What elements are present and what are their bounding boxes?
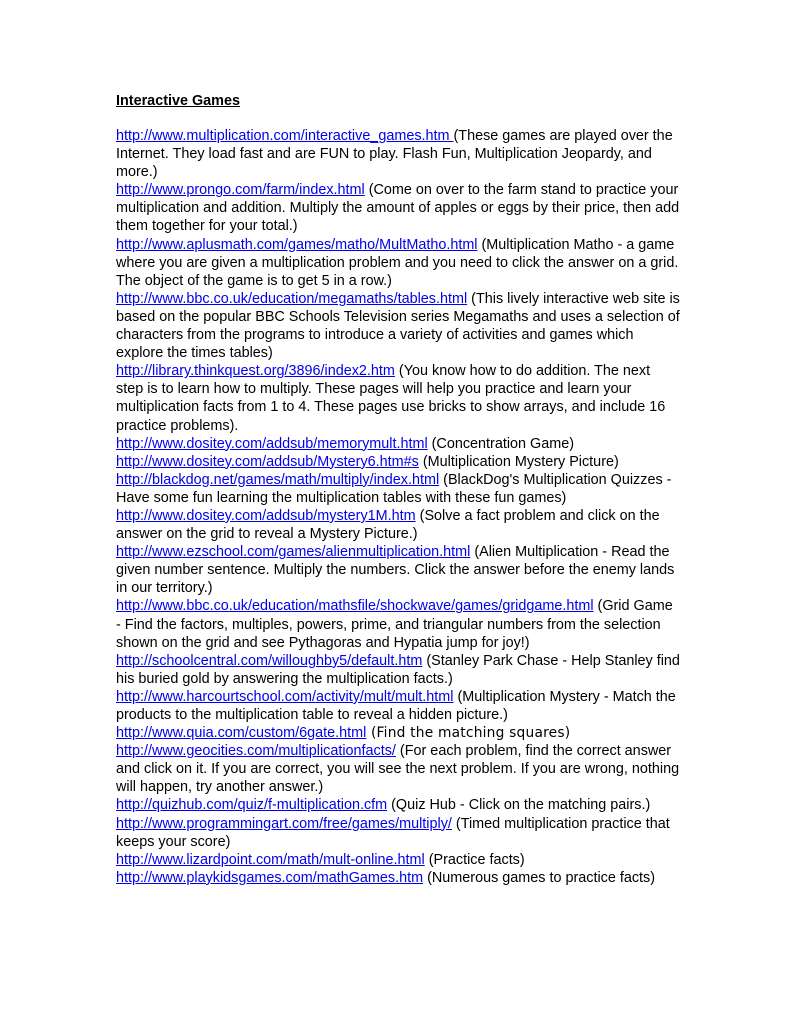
entry-link[interactable]: http://www.programmingart.com/free/games/multiply/ [116, 815, 452, 832]
entry-description: (Stanley Park Chase - Help Stanley find his buried gold by answering the multiplication facts.) [116, 652, 680, 687]
entry-10 [116, 597, 681, 651]
entry-description: (BlackDog's Multiplication Quizzes - Have some fun learning the multiplication tables with these fun games) [116, 471, 672, 506]
entry-link[interactable]: http://www.multiplication.com/interactive_games.htm [116, 128, 454, 144]
document-title: Interactive Games [116, 93, 240, 109]
entry-11 [116, 652, 681, 688]
entry-18 [116, 869, 681, 887]
entry-description: (For each problem, find the correct answer and click on it. If you are correct, you will see the next problem. If you are wrong, nothing will happen, try another answer.) [116, 743, 680, 796]
entry-link[interactable]: http://blackdog.net/games/math/multiply/index.html [116, 471, 440, 488]
entry-6 [116, 453, 681, 471]
entry-link[interactable]: http://www.lizardpoint.com/math/mult-online.html [116, 851, 425, 868]
entry-link[interactable]: http://www.bbc.co.uk/education/megamaths/tables.html [116, 290, 468, 307]
entry-link[interactable]: http://schoolcentral.com/willoughby5/default.htm [116, 652, 423, 669]
entry-description: (Find the matching squares) [366, 725, 571, 742]
entry-description: (Timed multiplication practice that keeps your score) [116, 815, 670, 850]
entry-link[interactable]: http://www.aplusmath.com/games/matho/MultMatho.html [116, 236, 478, 253]
entry-description: (Alien Multiplication - Read the given number sentence. Multiply the numbers. Click the answer before the enemy lands in our territory.) [116, 544, 675, 597]
entry-description: (These games are played over the Internet. They load fast and are FUN to play. Flash Fun, Multiplication Jeopardy, and more.) [116, 128, 673, 181]
entry-link[interactable]: http://www.bbc.co.uk/education/mathsfile/shockwave/games/gridgame.html [116, 598, 594, 615]
entry-list [116, 127, 681, 887]
entry-14 [116, 742, 681, 796]
entry-8 [116, 507, 681, 543]
document-page [116, 92, 681, 887]
entry-9 [116, 543, 681, 597]
entry-link[interactable]: http://www.dositey.com/addsub/memorymult.html [116, 435, 428, 452]
entry-link[interactable]: http://www.dositey.com/addsub/Mystery6.htm#s [116, 453, 419, 470]
entry-description: (Multiplication Mystery Picture) [418, 453, 619, 470]
entry-link[interactable]: http://www.ezschool.com/games/alienmultiplication.html [116, 544, 471, 561]
entry-description: (Multiplication Matho - a game where you are given a multiplication problem and you need to click the answer on a grid. The object of the game is to get 5 in a row.) [116, 236, 679, 289]
entry-3 [116, 290, 681, 362]
entry-link[interactable]: http://www.prongo.com/farm/index.html [116, 182, 365, 199]
entry-2 [116, 236, 681, 290]
entry-7 [116, 471, 681, 507]
entry-15 [116, 796, 681, 814]
entry-description: (Quiz Hub - Click on the matching pairs.) [387, 797, 651, 814]
entry-link[interactable]: http://www.dositey.com/addsub/mystery1M.htm [116, 507, 416, 524]
entry-description: (Multiplication Mystery - Match the products to the multiplication table to reveal a hidden picture.) [116, 688, 676, 723]
entry-5 [116, 435, 681, 453]
entry-link[interactable]: http://quizhub.com/quiz/f-multiplication.cfm [116, 797, 388, 814]
entry-description: (Grid Game - Find the factors, multiples, powers, prime, and triangular numbers from the selection shown on the grid and see Pythagoras and Hypatia jump for joy!) [116, 598, 673, 651]
entry-12 [116, 688, 681, 724]
entry-description: (This lively interactive web site is based on the popular BBC Schools Television series Megamaths and uses a selection of characters from the programs to introduce a variety of activities and games which explore the times tables) [116, 290, 680, 362]
entry-1 [116, 181, 681, 235]
entry-17 [116, 851, 681, 869]
entry-16 [116, 815, 681, 851]
entry-description: (Numerous games to practice facts) [423, 869, 656, 886]
entry-13 [116, 724, 681, 742]
entry-link[interactable]: http://www.quia.com/custom/6gate.html [116, 725, 367, 742]
entry-description: (Come on over to the farm stand to practice your multiplication and addition. Multiply the amount of apples or eggs by their price, then add them together for your total.) [116, 182, 680, 235]
entry-4 [116, 362, 681, 434]
entry-link[interactable]: http://www.geocities.com/multiplicationfacts/ [116, 743, 396, 760]
entry-description: (Solve a fact problem and click on the answer on the grid to reveal a Mystery Picture.) [116, 507, 660, 543]
entry-link[interactable]: http://www.playkidsgames.com/mathGames.htm [116, 869, 424, 886]
entry-description: (Concentration Game) [427, 435, 575, 452]
entry-description: (You know how to do addition. The next step is to learn how to multiply. These pages will help you practice and learn your multiplication facts from 1 to 4. These pages use bricks to show arrays, and include 16 practice problems). [116, 363, 666, 434]
entry-0 [116, 127, 681, 181]
entry-link[interactable]: http://library.thinkquest.org/3896/index2.htm [116, 363, 395, 380]
entry-link[interactable]: http://www.harcourtschool.com/activity/mult/mult.html [116, 688, 454, 705]
entry-description: (Practice facts) [424, 851, 525, 868]
